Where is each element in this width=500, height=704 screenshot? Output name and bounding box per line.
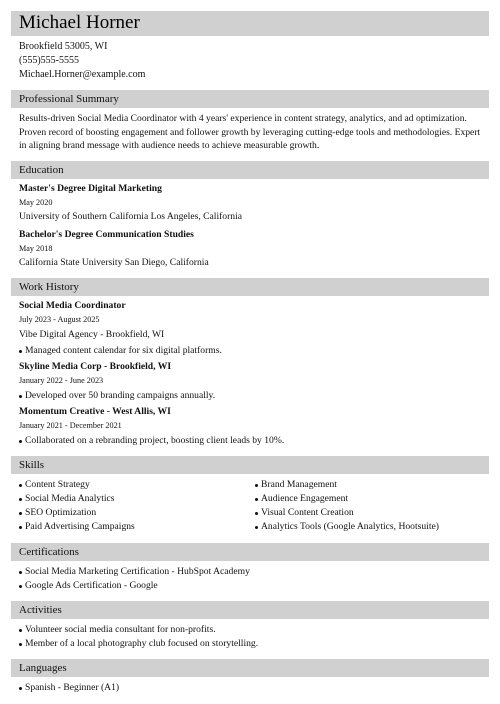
section-header-summary: [11, 90, 489, 108]
certification-item: Social Media Marketing Certification - HubSpot Academy: [25, 566, 250, 577]
job-title: Social Media Coordinator: [19, 300, 126, 311]
section-title: Certifications: [19, 546, 79, 558]
certification-item: Google Ads Certification - Google: [25, 580, 158, 591]
contact-email[interactable]: Michael.Horner@example.com: [19, 69, 146, 80]
section-header-languages: [11, 659, 489, 677]
education-school: California State University San Diego, California: [19, 257, 209, 268]
education-date: May 2020: [19, 198, 53, 207]
skill-item: Paid Advertising Campaigns: [25, 521, 135, 532]
job-bullet: Collaborated on a rebranding project, boosting client leads by 10%.: [25, 435, 285, 446]
section-title: Work History: [19, 281, 79, 293]
job-company: Vibe Digital Agency - Brookfield, WI: [19, 329, 165, 340]
section-header-certifications: [11, 543, 489, 561]
section-header-skills: [11, 456, 489, 474]
job-bullet: Developed over 50 branding campaigns annually.: [25, 390, 216, 401]
section-header-education: [11, 161, 489, 179]
education-degree: Bachelor's Degree Communication Studies: [19, 229, 194, 240]
education-school: University of Southern California Los Angeles, California: [19, 211, 243, 222]
skill-item: Content Strategy: [25, 479, 90, 490]
job-dates: January 2022 - June 2023: [19, 376, 104, 385]
candidate-name: Michael Horner: [19, 12, 140, 33]
section-title: Skills: [19, 459, 45, 471]
skill-item: Brand Management: [261, 479, 337, 490]
job-dates: July 2023 - August 2025: [19, 315, 100, 324]
job-dates: January 2021 - December 2021: [19, 421, 122, 430]
section-header-work: [11, 278, 489, 296]
education-degree: Master's Degree Digital Marketing: [19, 183, 162, 194]
summary-text: Results-driven Social Media Coordinator with 4 years' experience in content strategy, analytics, and ad optimization. Proven record of boosting engagement and follower growth by leveraging cutting-edge tools and methodologies. Expert in aligning brand message with audience needs to achieve measurable growth.: [19, 113, 481, 151]
activity-item: Volunteer social media consultant for non-profits.: [25, 624, 216, 635]
skill-item: Audience Engagement: [261, 493, 349, 504]
name-header: [11, 11, 489, 36]
section-title: Languages: [19, 662, 67, 674]
job-title: Skyline Media Corp - Brookfield, WI: [19, 361, 172, 372]
contact-address: Brookfield 53005, WI: [19, 41, 108, 52]
language-item: Spanish - Beginner (A1): [25, 682, 120, 693]
skill-item: Visual Content Creation: [261, 507, 354, 518]
section-title: Education: [19, 164, 64, 176]
section-header-activities: [11, 601, 489, 619]
job-bullet: Managed content calendar for six digital platforms.: [25, 345, 222, 356]
skill-item: SEO Optimization: [25, 507, 97, 518]
activity-item: Member of a local photography club focused on storytelling.: [25, 638, 259, 649]
job-title: Momentum Creative - West Allis, WI: [19, 406, 171, 417]
education-date: May 2018: [19, 244, 53, 253]
section-title: Activities: [19, 604, 62, 616]
skill-item: Analytics Tools (Google Analytics, Hootsuite): [261, 521, 439, 532]
section-title: Professional Summary: [19, 93, 119, 105]
contact-phone: (555)555-5555: [19, 55, 79, 66]
skill-item: Social Media Analytics: [25, 493, 115, 504]
